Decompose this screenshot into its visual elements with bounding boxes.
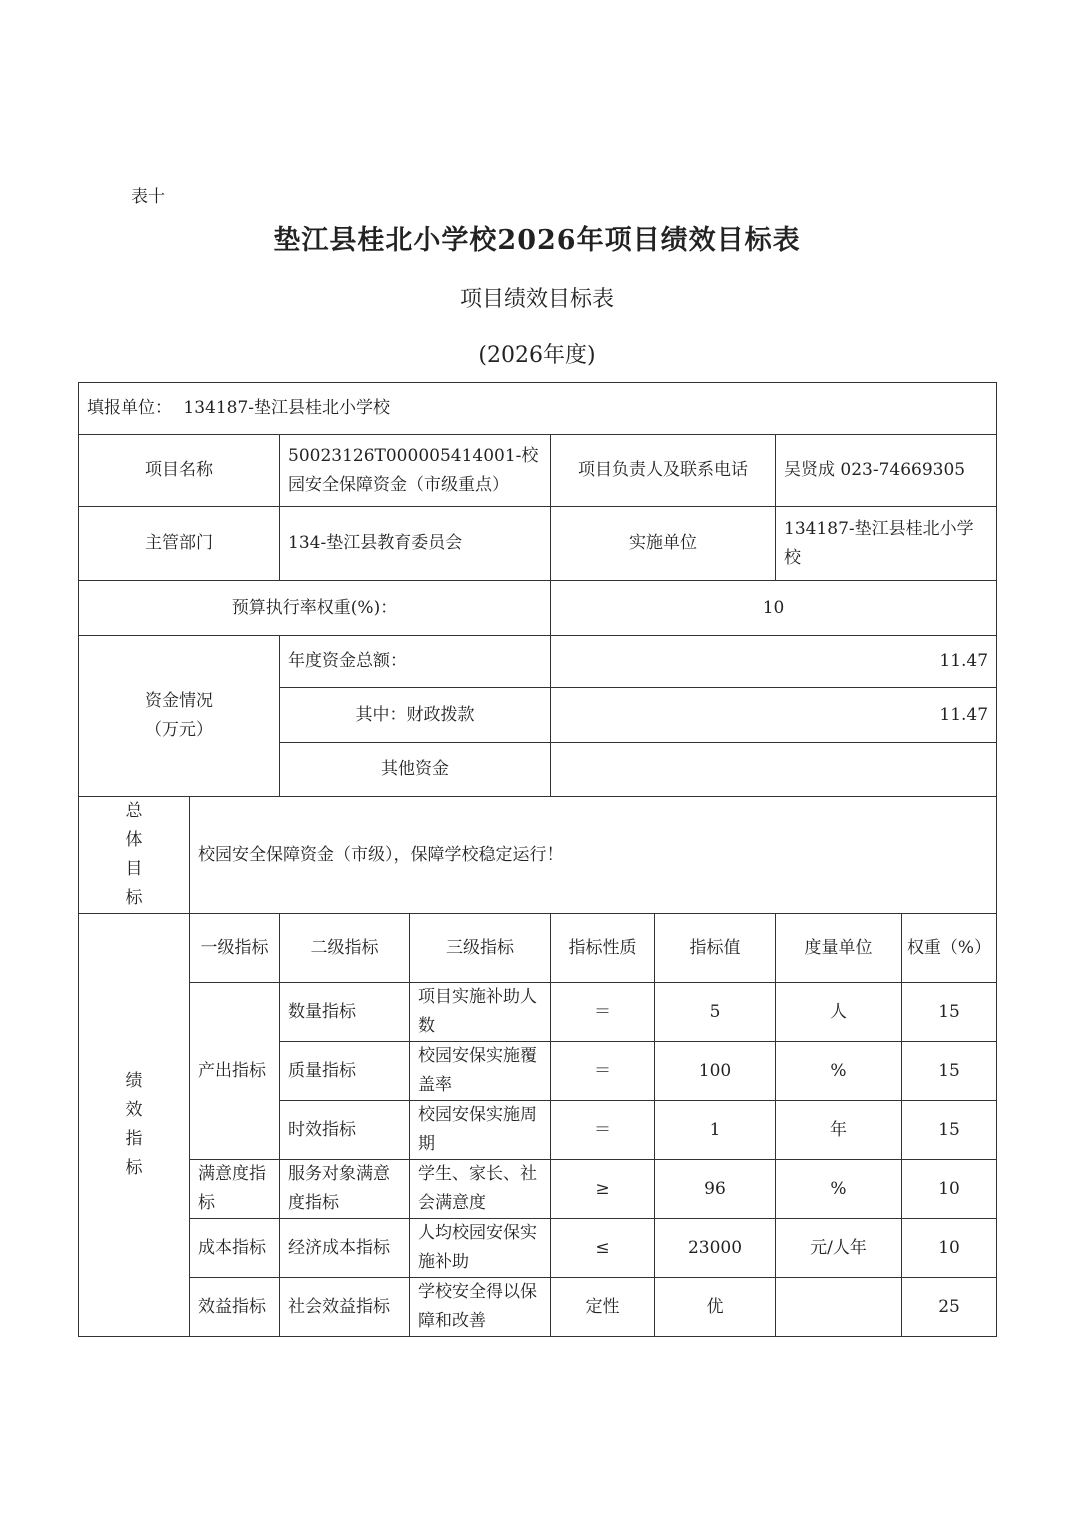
indicator-value: 1 [655,1101,776,1160]
indicator-weight: 10 [902,1219,997,1278]
funds-label: 资金情况（万元） [79,636,280,797]
funds-fiscal-label: 其中：财政拨款 [280,688,551,743]
indicator-unit: 元/人年 [776,1219,902,1278]
indicator-weight: 10 [902,1160,997,1219]
header-value: 指标值 [655,914,776,983]
indicator-level2: 质量指标 [280,1042,410,1101]
header-nature: 指标性质 [551,914,655,983]
performance-target-table [78,382,997,1337]
funds-total-row [79,636,997,688]
indicator-level3: 人均校园安保实施补助 [410,1219,551,1278]
table-number: 表十 [131,187,165,207]
reporting-unit-value: 134187-垫江县桂北小学校 [183,398,391,418]
fiscal-year: (2026年度) [478,343,596,368]
indicator-row [79,1160,997,1219]
indicator-weight: 15 [902,1042,997,1101]
indicator-section-label: 绩效指标 [79,914,190,1337]
overall-goal-row [79,797,997,914]
project-name-value: 50023126T000005414001-校园安全保障资金（市级重点） [280,435,551,507]
indicator-value: 优 [655,1278,776,1337]
impl-unit-value: 134187-垫江县桂北小学校 [776,507,997,581]
indicator-level2: 数量指标 [280,983,410,1042]
indicator-nature: ＝ [551,983,655,1042]
indicator-level2: 社会效益指标 [280,1278,410,1337]
indicator-unit: 人 [776,983,902,1042]
impl-unit-label: 实施单位 [551,507,776,581]
funds-other-label: 其他资金 [280,743,551,797]
indicator-level2: 经济成本指标 [280,1219,410,1278]
indicator-weight: 25 [902,1278,997,1337]
contact-value: 吴贤成 023-74669305 [776,435,997,507]
indicator-level1: 成本指标 [190,1219,280,1278]
indicator-unit [776,1278,902,1337]
header-level1: 一级指标 [190,914,280,983]
department-value: 134-垫江县教育委员会 [280,507,551,581]
header-level3: 三级指标 [410,914,551,983]
funds-other-value [551,743,997,797]
indicator-level3: 校园安保实施周期 [410,1101,551,1160]
indicator-value: 5 [655,983,776,1042]
funds-total-label: 年度资金总额： [280,636,551,688]
indicator-nature: ≥ [551,1160,655,1219]
header-level2: 二级指标 [280,914,410,983]
department-label: 主管部门 [79,507,280,581]
indicator-value: 96 [655,1160,776,1219]
indicator-level1: 满意度指标 [190,1160,280,1219]
project-name-label: 项目名称 [79,435,280,507]
reporting-unit-row [79,383,997,435]
overall-goal-label: 总体目标 [79,797,190,914]
indicator-level3: 项目实施补助人数 [410,983,551,1042]
contact-label: 项目负责人及联系电话 [551,435,776,507]
indicator-value: 100 [655,1042,776,1101]
indicator-unit: % [776,1042,902,1101]
funds-fiscal-value: 11.47 [551,688,997,743]
indicator-level2: 时效指标 [280,1101,410,1160]
header-unit: 度量单位 [776,914,902,983]
indicator-nature: ≤ [551,1219,655,1278]
indicator-level1: 效益指标 [190,1278,280,1337]
indicator-level2: 服务对象满意度指标 [280,1160,410,1219]
page-subtitle: 项目绩效目标表 [459,287,614,312]
indicator-nature: ＝ [551,1101,655,1160]
indicator-row [79,1219,997,1278]
department-row [79,507,997,581]
indicator-row [79,1278,997,1337]
budget-weight-row [79,581,997,636]
indicator-unit: % [776,1160,902,1219]
indicator-nature: ＝ [551,1042,655,1101]
budget-weight-label: 预算执行率权重(%)： [79,581,551,636]
reporting-unit-label: 填报单位： [87,398,172,418]
project-name-row [79,435,997,507]
indicator-level3: 学校安全得以保障和改善 [410,1278,551,1337]
page-title: 垫江县桂北小学校2026年项目绩效目标表 [273,225,801,256]
indicator-weight: 15 [902,1101,997,1160]
funds-total-value: 11.47 [551,636,997,688]
header-weight: 权重（%） [902,914,997,983]
indicator-level3: 校园安保实施覆盖率 [410,1042,551,1101]
indicator-level1: 产出指标 [190,983,280,1160]
indicator-weight: 15 [902,983,997,1042]
indicator-level3: 学生、家长、社会满意度 [410,1160,551,1219]
indicator-nature: 定性 [551,1278,655,1337]
budget-weight-value: 10 [551,581,997,636]
indicator-header-row [79,914,997,983]
indicator-value: 23000 [655,1219,776,1278]
indicator-unit: 年 [776,1101,902,1160]
reporting-unit-cell [79,383,997,435]
overall-goal-text: 校园安全保障资金（市级），保障学校稳定运行！ [190,797,997,914]
indicator-row [79,983,997,1042]
